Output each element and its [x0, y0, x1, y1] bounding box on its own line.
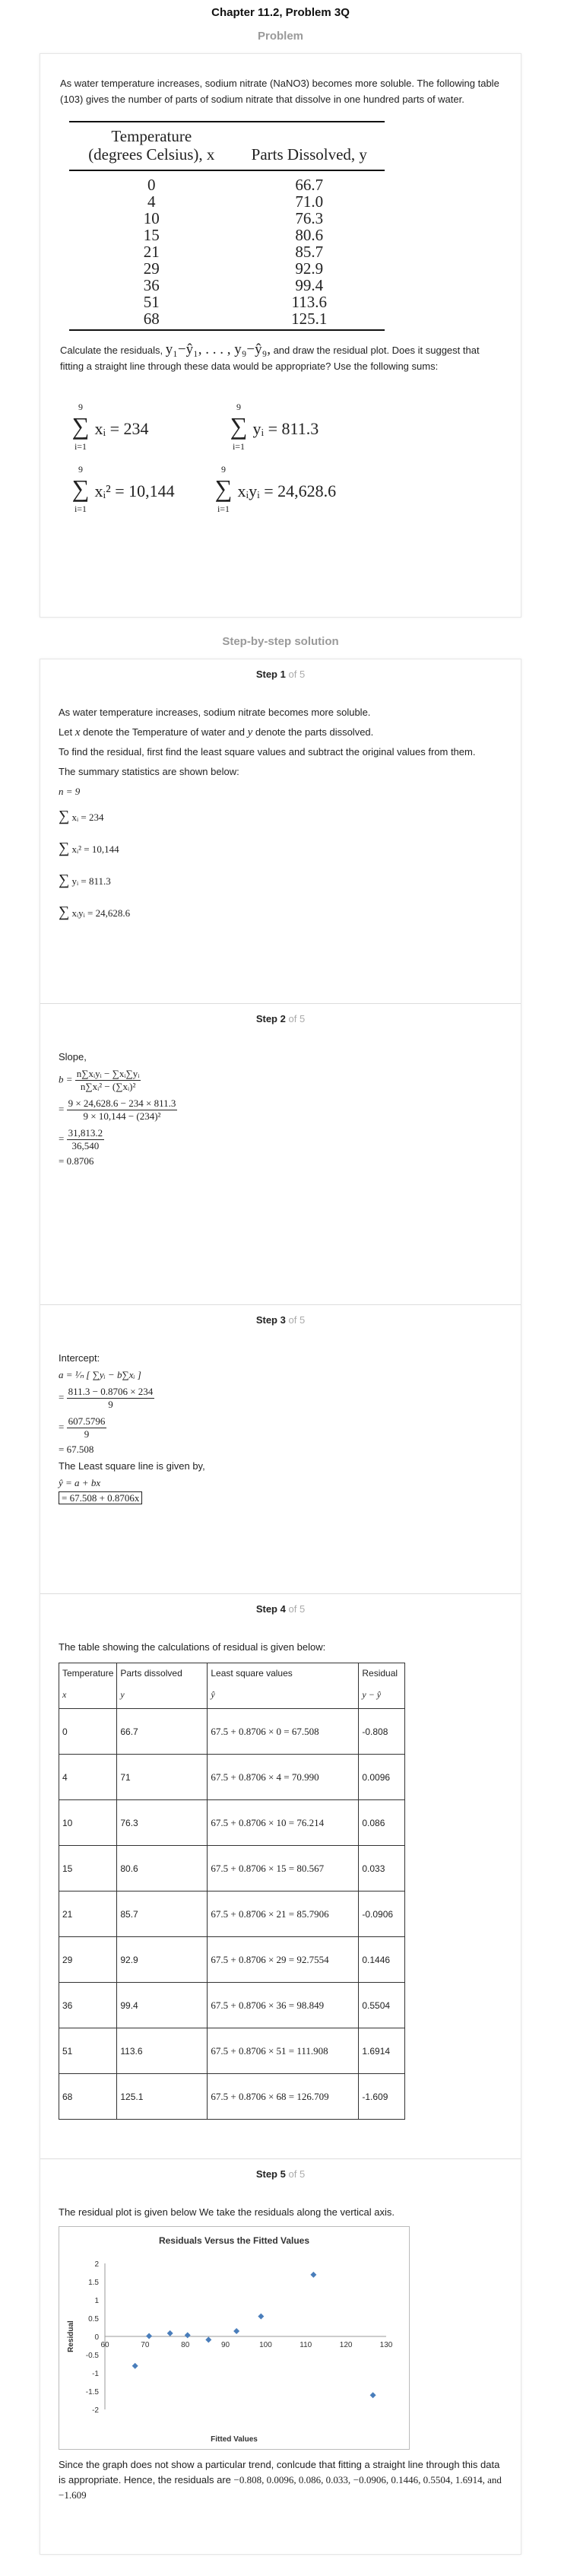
data-point	[185, 2332, 191, 2338]
sum-xy: 9 ∑ i=1 xᵢyᵢ = 24,628.6	[214, 464, 337, 514]
y-tick-label: 1	[94, 2297, 99, 2305]
y-tick-label: 1.5	[88, 2279, 99, 2287]
chart-title: Residuals Versus the Fitted Values	[158, 2235, 310, 2246]
step-3-title: Step 3 of 5	[255, 1314, 306, 1326]
table-row: 4 71 67.5 + 0.8706 × 4 = 70.990 0.0096	[59, 1755, 405, 1800]
table-row: 10 76.3 67.5 + 0.8706 × 10 = 76.214 0.086	[59, 1800, 405, 1846]
table-row: 68 125.1 67.5 + 0.8706 × 68 = 126.709 -1.609	[59, 2074, 405, 2120]
table-row: 0 66.7	[147, 176, 324, 194]
step-3	[40, 1304, 521, 1593]
x-tick-label: 120	[339, 2341, 353, 2349]
y-tick-label: -2	[92, 2406, 99, 2415]
table-row: 21 85.7 67.5 + 0.8706 × 21 = 85.7906 -0.0906	[59, 1892, 405, 1937]
solution-label: Step-by-step solution	[222, 635, 339, 648]
residual-scatter-plot	[59, 2227, 409, 2449]
sum-x-squared: 9 ∑ i=1 xᵢ² = 10,144	[71, 464, 175, 514]
x-tick-label: 70	[141, 2341, 150, 2349]
step-5-title: Step 5 of 5	[255, 2168, 306, 2180]
y-tick-label: 0.5	[88, 2315, 99, 2323]
x-tick-label: 60	[100, 2341, 109, 2349]
x-tick-label: 90	[221, 2341, 230, 2349]
col-temperature: Temperature x	[59, 1663, 117, 1709]
step-5	[40, 2158, 521, 2554]
solution-card	[40, 659, 521, 2555]
data-point	[132, 2363, 138, 2369]
residual-table	[59, 1663, 405, 2120]
step-2	[40, 1003, 521, 1304]
step-1-text: As water temperature increases, sodium nitrate becomes more soluble.	[59, 707, 371, 718]
problem-intro: As water temperature increases, sodium nitrate (NaNO3) becomes more soluble. The following table (103) gives the number of parts of sodium nitrate that dissolve in one hundred parts of water.	[60, 78, 499, 105]
intercept-formula: a = ¹⁄ₙ [ ∑yᵢ − b∑xᵢ ] = $\frac{811.3 - 0.8706 \times 234}{9}$ = $\frac{607.5796}{9}$ = 67.508	[59, 1369, 154, 1455]
slope-label: Slope,	[59, 1051, 87, 1062]
x-axis-label: Fitted Values	[211, 2435, 258, 2444]
slope-formula: b = $\frac{\text{n∑xᵢyᵢ − ∑xᵢ∑yᵢ}}{\text{n∑xᵢ² − (∑xᵢ)²}}$ = $\frac{9 \times 24,628.6 - 234 \times 811.3}{\text{9 × 10,144 − (234)²}}$ = $\frac{31,813.2}{36,540}$ = 0.8706	[59, 1068, 176, 1167]
data-point	[205, 2336, 211, 2343]
data-point	[370, 2392, 376, 2398]
data-point	[167, 2330, 173, 2336]
data-point	[310, 2272, 316, 2278]
table-row: 15 80.6	[143, 226, 324, 244]
table-row: 68 125.1	[69, 310, 385, 330]
line-label: The Least square line is given by,	[59, 1460, 205, 1472]
col-temperature: Temperature (degrees Celsius), x	[69, 122, 234, 170]
given-sums	[60, 374, 501, 526]
step-1-summary-label: The summary statistics are shown below:	[59, 766, 239, 777]
plot-label: The residual plot is given below We take the residuals along the vertical axis.	[59, 2206, 395, 2218]
table-row: 36 99.4	[143, 276, 324, 294]
x-tick-label: 130	[379, 2341, 393, 2349]
x-tick-label: 100	[259, 2341, 272, 2349]
conclusion: Since the graph does not show a particular trend, conlcude that fitting a straight line through this data is appropriate. Hence, the residuals are −0.808, 0.0096, 0.086, 0.033, −0.0906, 0.1446, 0.5504, 1.6914, and −1.609	[59, 2459, 502, 2501]
table-row: 4 71.0	[147, 192, 324, 211]
table-row: 21 85.7	[143, 243, 324, 261]
data-point	[233, 2328, 239, 2334]
problem-label: Problem	[257, 30, 303, 43]
sum-y: 9 ∑ i=1 yᵢ = 811.3	[230, 402, 319, 452]
y-tick-label: -0.5	[85, 2352, 99, 2360]
table-row: 29 92.9	[143, 259, 324, 278]
y-tick-label: -1.5	[85, 2388, 99, 2397]
table-row: 36 99.4 67.5 + 0.8706 × 36 = 98.849 0.5504	[59, 1983, 405, 2028]
table-row: 15 80.6 67.5 + 0.8706 × 15 = 80.567 0.033	[59, 1846, 405, 1892]
data-point	[258, 2314, 264, 2320]
problem-card	[40, 53, 521, 618]
col-parts-dissolved: Parts dissolved y	[117, 1663, 208, 1709]
y-tick-label: 2	[94, 2260, 99, 2269]
col-residual: Residual y − ŷ	[359, 1663, 405, 1709]
least-square-line: ŷ = a + bx = 67.508 + 0.8706x	[59, 1477, 502, 1504]
step-1-let: Let x denote the Temperature of water and y denote the parts dissolved.	[59, 726, 374, 738]
page-title: Chapter 11.2, Problem 3Q	[211, 6, 350, 19]
step-1-title: Step 1 of 5	[255, 669, 306, 680]
table-row: 0 66.7 67.5 + 0.8706 × 0 = 67.508 -0.808	[59, 1709, 405, 1755]
step-1-stats: n = 9 ∑ xᵢ = 234 ∑ xᵢ² = 10,144 ∑ yᵢ = 811.3 ∑ xᵢyᵢ = 24,628.6	[59, 786, 131, 920]
col-least-square: Least square values ŷ	[208, 1663, 359, 1709]
step-4	[40, 1593, 521, 2158]
table-row: 10 76.3	[143, 209, 324, 227]
data-table	[69, 121, 385, 331]
step-2-title: Step 2 of 5	[255, 1013, 306, 1024]
step-1-method: To find the residual, first find the least square values and subtract the original values from them.	[59, 746, 476, 758]
x-tick-label: 80	[181, 2341, 190, 2349]
table-row: 29 92.9 67.5 + 0.8706 × 29 = 92.7554 0.1446	[59, 1937, 405, 1983]
step-1	[40, 659, 521, 1003]
data-point	[146, 2333, 152, 2339]
y-tick-label: 0	[94, 2333, 99, 2342]
y-tick-label: -1	[92, 2370, 99, 2378]
table-row: 51 113.6 67.5 + 0.8706 × 51 = 111.908 1.6914	[59, 2028, 405, 2074]
residual-chart	[59, 2226, 410, 2450]
step-4-title: Step 4 of 5	[255, 1603, 306, 1615]
residual-table-label: The table showing the calculations of residual is given below:	[59, 1641, 326, 1653]
col-parts: Parts Dissolved, y	[234, 122, 385, 170]
x-tick-label: 110	[300, 2341, 312, 2349]
y-axis-label: Residual	[67, 2320, 75, 2352]
table-row: 51 113.6	[143, 293, 328, 311]
problem-question: Calculate the residuals, y₁−ŷ₁, . . . , y₉−ŷ₉, and draw the residual plot. Does it suggest that fitting a straight line through these data would be appropriate? Use the following sums:	[60, 341, 480, 372]
sum-x: 9 ∑ i=1 xᵢ = 234	[71, 402, 149, 452]
intercept-label: Intercept:	[59, 1352, 100, 1364]
